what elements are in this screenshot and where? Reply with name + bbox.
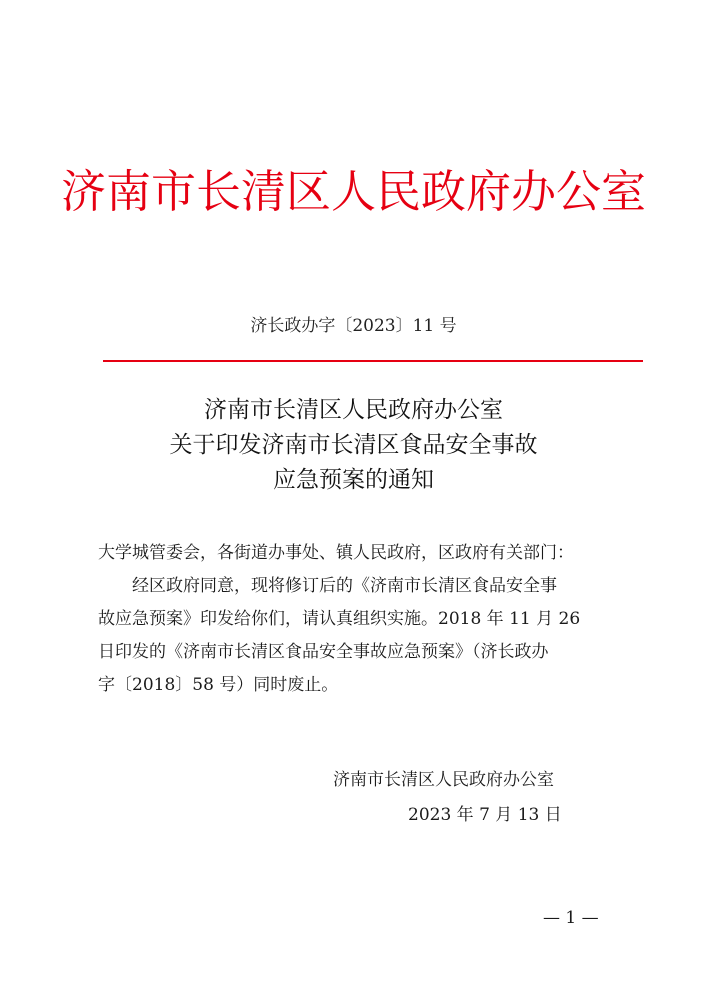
body-line-2: 故应急预案》印发给你们，请认真组织实施。2018 年 11 月 26 <box>98 609 581 629</box>
title-line-1: 济南市长清区人民政府办公室 <box>204 397 503 423</box>
document-number: 济长政办字〔2023〕11 号 <box>250 316 457 336</box>
red-divider-line <box>103 360 643 362</box>
body-line-4: 字〔2018〕58 号）同时废止。 <box>98 675 339 695</box>
body-line-1: 经区政府同意，现将修订后的《济南市长清区食品安全事 <box>132 576 557 596</box>
signer: 济南市长清区人民政府办公室 <box>333 770 554 790</box>
title-line-3: 应急预案的通知 <box>273 467 434 493</box>
issuer-header: 济南市长清区人民政府办公室 <box>60 165 646 218</box>
page-number: — 1 — <box>543 908 599 928</box>
issue-date: 2023 年 7 月 13 日 <box>408 805 562 825</box>
salutation: 大学城管委会，各街道办事处、镇人民政府，区政府有关部门： <box>98 543 574 563</box>
body-line-3: 日印发的《济南市长清区食品安全事故应急预案》（济长政办 <box>98 642 549 662</box>
title-line-2: 关于印发济南市长清区食品安全事故 <box>169 432 538 458</box>
document-title <box>0 393 707 498</box>
body-paragraph <box>98 570 633 702</box>
